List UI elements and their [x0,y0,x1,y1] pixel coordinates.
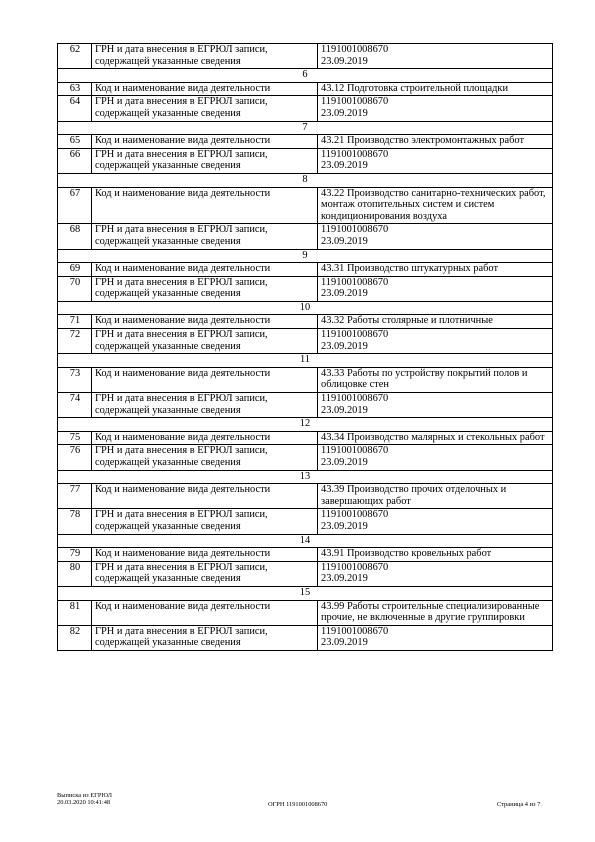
field-value-line: 43.91 Производство кровельных работ [321,548,492,560]
table-row [58,548,553,562]
field-label: Код и наименование вида деятельности [92,315,318,329]
table-row [58,135,553,149]
field-value-line: 1191001008670 [321,96,389,108]
row-number: 64 [58,96,92,121]
field-value-line: 23.09.2019 [321,340,368,352]
table-row [58,625,553,650]
field-label: ГРН и дата внесения в ЕГРЮЛ записи, содержащей указанные сведения [92,625,318,650]
field-label: Код и наименование вида деятельности [92,82,318,96]
field-value-line: 1191001008670 [321,509,389,521]
field-value-line: 23.09.2019 [321,235,368,247]
field-label: Код и наименование вида деятельности [92,600,318,625]
row-number: 70 [58,276,92,301]
field-value [318,44,553,69]
field-value [318,135,553,149]
field-value-line: 43.34 Производство малярных и стекольных работ [321,431,545,443]
row-number: 80 [58,561,92,586]
footer-page-number: Страница 4 из 7 [497,801,541,808]
field-value-line: 1191001008670 [321,329,389,341]
field-value [318,445,553,470]
field-value [318,187,553,224]
section-header-row [58,301,553,315]
table-row [58,315,553,329]
field-value [318,148,553,173]
row-number: 76 [58,445,92,470]
row-number: 77 [58,484,92,509]
field-value-line: 43.39 Производство прочих отделочных и завершающих работ [321,484,507,507]
table-row [58,44,553,69]
field-value [318,329,553,354]
field-label: ГРН и дата внесения в ЕГРЮЛ записи, содержащей указанные сведения [92,224,318,249]
field-value [318,561,553,586]
table-row [58,561,553,586]
table-row [58,96,553,121]
row-number: 65 [58,135,92,149]
row-number: 74 [58,393,92,418]
field-value-line: 43.32 Работы столярные и плотничные [321,315,493,327]
field-label: Код и наименование вида деятельности [92,367,318,392]
table-row [58,393,553,418]
field-value-line: 1191001008670 [321,224,389,236]
table-row [58,224,553,249]
field-label: Код и наименование вида деятельности [92,484,318,509]
field-value-line: 43.12 Подготовка строительной площадки [321,82,509,94]
row-number: 68 [58,224,92,249]
field-label: Код и наименование вида деятельности [92,548,318,562]
registry-table [57,43,553,651]
field-value-line: 43.99 Работы строительные специализированные прочие, не включенные в другие группировки [321,600,540,624]
field-value-line: 43.21 Производство электромонтажных работ [321,135,524,147]
footer-document-info [57,792,112,807]
section-number: 6 [58,69,553,83]
section-header-row [58,173,553,187]
field-value-line: 1191001008670 [321,445,389,457]
field-label: ГРН и дата внесения в ЕГРЮЛ записи, содержащей указанные сведения [92,44,318,69]
field-value-line: 23.09.2019 [321,573,368,585]
table-row [58,276,553,301]
row-number: 67 [58,187,92,224]
field-value-line: 43.33 Работы по устройству покрытий полов и облицовке стен [321,367,528,391]
field-value [318,367,553,392]
table-row [58,367,553,392]
registry-table-body [58,44,553,651]
field-value-line: 1191001008670 [321,44,389,55]
footer-ogrn: ОГРН 1191001008670 [268,801,328,808]
section-number: 9 [58,249,553,263]
field-value [318,509,553,534]
field-value-line: 23.09.2019 [321,520,368,532]
row-number: 78 [58,509,92,534]
field-value [318,82,553,96]
field-value [318,431,553,445]
field-value-line: 43.22 Производство санитарно-технических работ, монтаж отопительных систем и систем кондиционирования воздуха [321,187,546,222]
field-value-line: 23.09.2019 [321,288,368,300]
footer-document-timestamp: 20.03.2020 10:41:48 [57,799,111,807]
field-value-line: 43.31 Производство штукатурных работ [321,263,498,275]
section-header-row [58,121,553,135]
table-row [58,445,553,470]
field-value-line: 23.09.2019 [321,457,368,468]
field-label: ГРН и дата внесения в ЕГРЮЛ записи, содержащей указанные сведения [92,329,318,354]
section-header-row [58,534,553,548]
row-number: 66 [58,148,92,173]
section-header-row [58,418,553,432]
table-row [58,263,553,277]
table-row [58,484,553,509]
row-number: 69 [58,263,92,277]
field-value-line: 1191001008670 [321,561,389,573]
field-value [318,600,553,625]
row-number: 81 [58,600,92,625]
table-row [58,329,553,354]
field-label: Код и наименование вида деятельности [92,263,318,277]
field-value-line: 23.09.2019 [321,55,368,67]
section-header-row [58,249,553,263]
table-row [58,187,553,224]
field-value [318,625,553,650]
section-number: 15 [58,586,553,600]
row-number: 72 [58,329,92,354]
table-row [58,431,553,445]
field-label: ГРН и дата внесения в ЕГРЮЛ записи, содержащей указанные сведения [92,561,318,586]
section-number: 7 [58,121,553,135]
field-value-line: 23.09.2019 [321,160,368,172]
field-value [318,484,553,509]
field-value [318,263,553,277]
row-number: 71 [58,315,92,329]
field-value-line: 1191001008670 [321,148,389,160]
field-value [318,315,553,329]
section-number: 8 [58,173,553,187]
field-value [318,276,553,301]
footer-document-title: Выписка из ЕГРЮЛ [57,792,112,799]
row-number: 62 [58,44,92,69]
table-row [58,82,553,96]
field-value-line: 1191001008670 [321,625,389,637]
field-value-line: 1191001008670 [321,276,389,288]
section-number: 11 [58,354,553,368]
section-header-row [58,586,553,600]
section-header-row [58,470,553,484]
field-label: ГРН и дата внесения в ЕГРЮЛ записи, содержащей указанные сведения [92,445,318,470]
section-number: 14 [58,534,553,548]
field-label: Код и наименование вида деятельности [92,135,318,149]
row-number: 73 [58,367,92,392]
field-label: Код и наименование вида деятельности [92,187,318,224]
field-value [318,548,553,562]
section-number: 13 [58,470,553,484]
field-label: ГРН и дата внесения в ЕГРЮЛ записи, содержащей указанные сведения [92,276,318,301]
field-value-line: 1191001008670 [321,393,389,405]
field-value [318,393,553,418]
row-number: 82 [58,625,92,650]
field-label: ГРН и дата внесения в ЕГРЮЛ записи, содержащей указанные сведения [92,509,318,534]
section-header-row [58,354,553,368]
section-number: 12 [58,418,553,432]
row-number: 79 [58,548,92,562]
table-row [58,148,553,173]
field-value-line: 23.09.2019 [321,107,368,119]
field-label: ГРН и дата внесения в ЕГРЮЛ записи, содержащей указанные сведения [92,148,318,173]
field-label: ГРН и дата внесения в ЕГРЮЛ записи, содержащей указанные сведения [92,393,318,418]
table-row [58,509,553,534]
field-value [318,224,553,249]
section-number: 10 [58,301,553,315]
section-header-row [58,69,553,83]
row-number: 75 [58,431,92,445]
field-label: ГРН и дата внесения в ЕГРЮЛ записи, содержащей указанные сведения [92,96,318,121]
field-value-line: 23.09.2019 [321,637,368,649]
field-label: Код и наименование вида деятельности [92,431,318,445]
row-number: 63 [58,82,92,96]
field-value-line: 23.09.2019 [321,404,368,416]
field-value [318,96,553,121]
table-row [58,600,553,625]
